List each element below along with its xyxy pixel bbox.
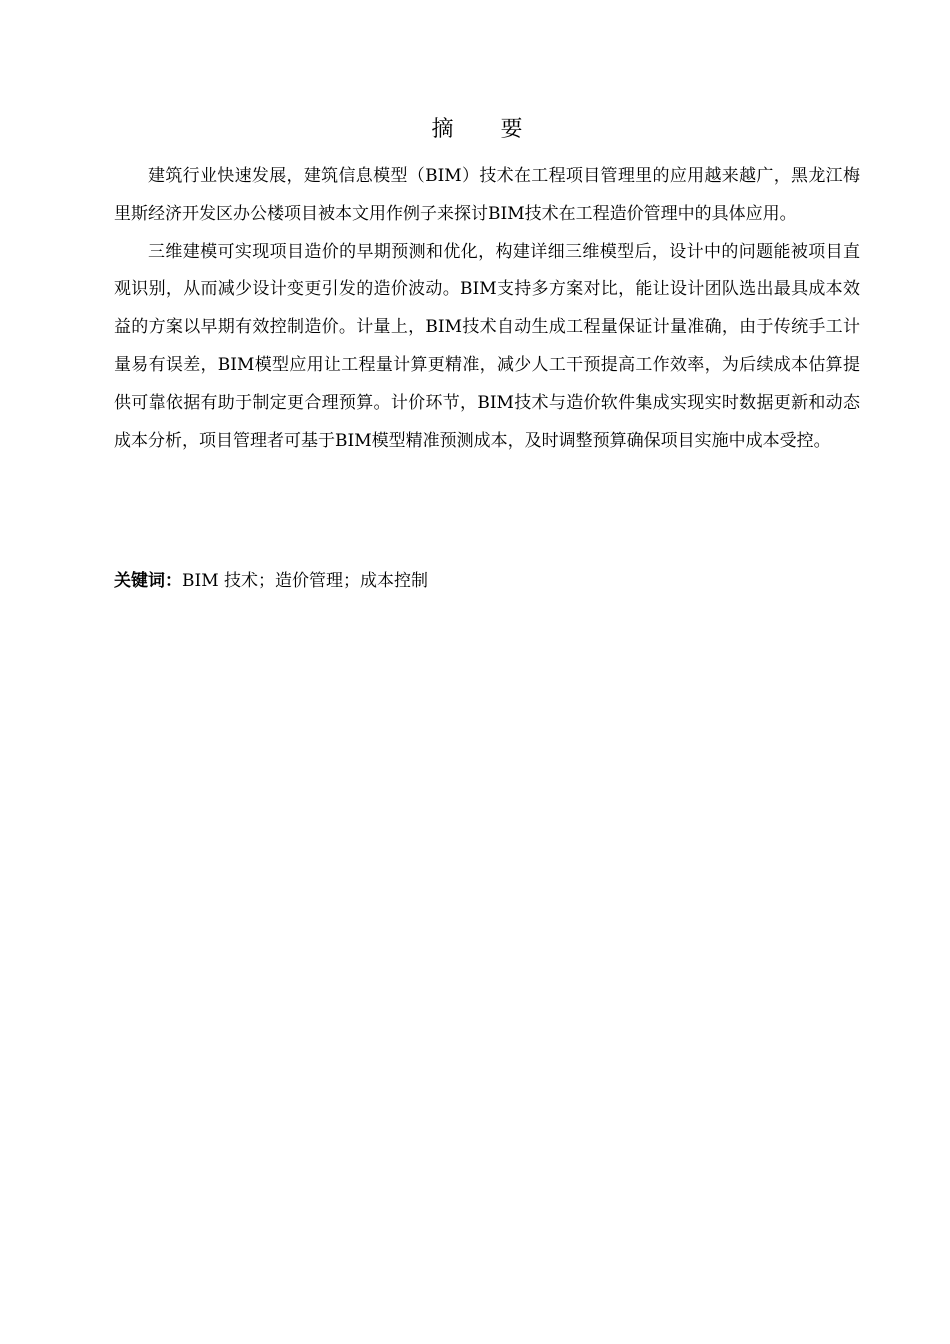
abstract-body	[114, 158, 860, 460]
abstract-paragraph-1: 建筑行业快速发展，建筑信息模型（BIM）技术在工程项目管理里的应用越来越广，黑龙江梅里斯经济开发区办公楼项目被本文用作例子来探讨BIM技术在工程造价管理中的具体应用。	[114, 166, 860, 224]
page-title: 摘 要	[431, 117, 543, 142]
abstract-paragraph-2: 三维建模可实现项目造价的早期预测和优化，构建详细三维模型后，设计中的问题能被项目直观识别，从而减少设计变更引发的造价波动。BIM支持多方案对比，能让设计团队选出最具成本效益的方案以早期有效控制造价。计量上，BIM技术自动生成工程量保证计量准确，由于传统手工计量易有误差，BIM模型应用让工程量计算更精准，减少人工干预提高工作效率，为后续成本估算提供可靠依据有助于制定更合理预算。计价环节，BIM技术与造价软件集成实现实时数据更新和动态成本分析，项目管理者可基于BIM模型精准预测成本，及时调整预算确保项目实施中成本受控。	[114, 241, 860, 451]
keywords-label: 关键词：	[114, 571, 182, 591]
keywords-value: BIM 技术；造价管理；成本控制	[182, 571, 429, 591]
keywords-line	[114, 566, 860, 596]
